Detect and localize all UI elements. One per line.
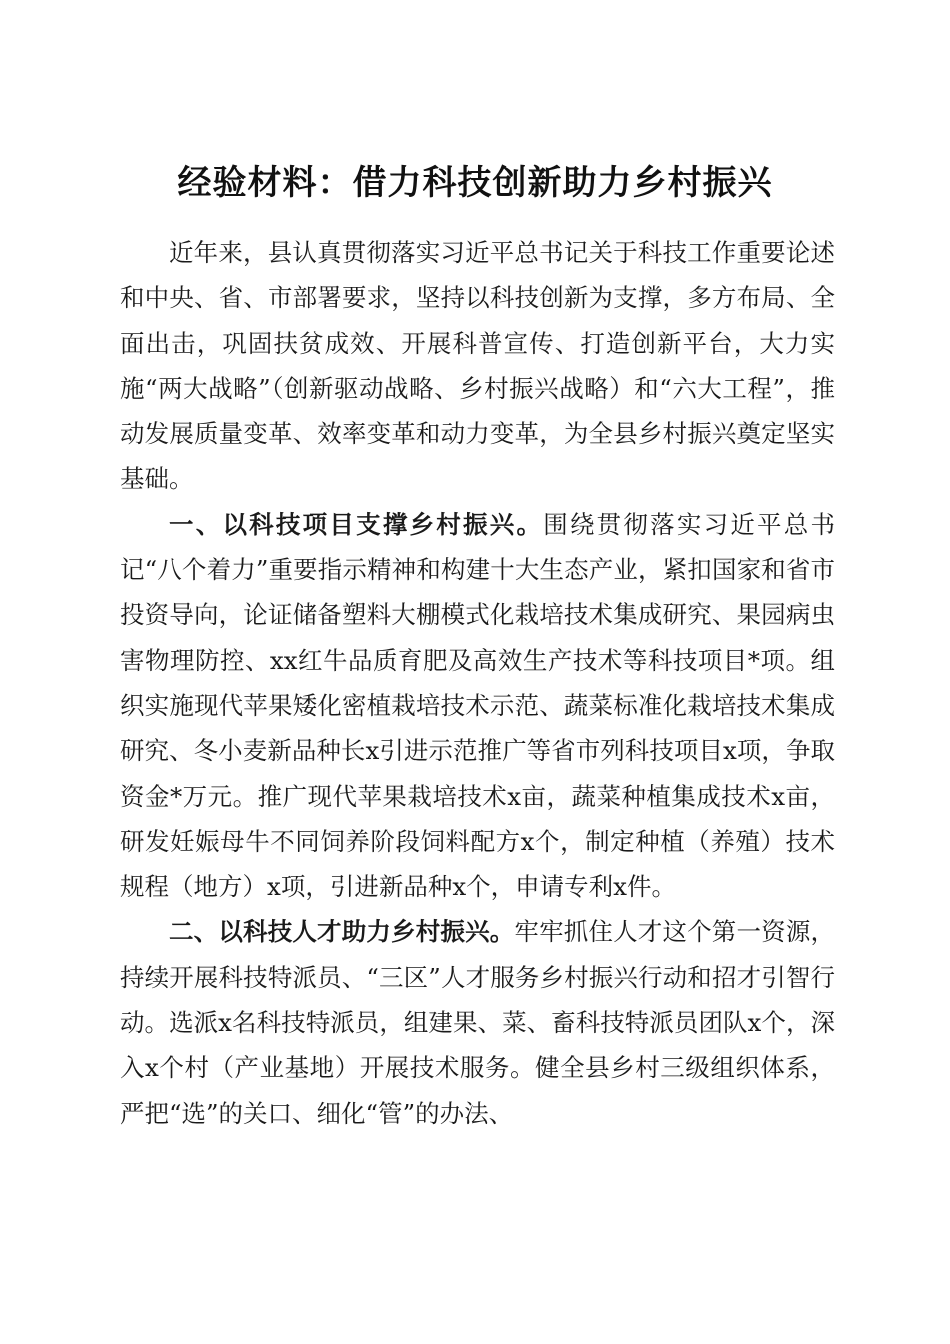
paragraph-text: 牢牢抓住人才这个第一资源，持续开展科技特派员、“三区”人才服务乡村振兴行动和招才引智行动。选派x名科技特派员，组建果、菜、畜科技特派员团队x个，深入x个村（产业基地）开展技术服务。健全县乡村三级组织体系，严把“选”的关口、细化“管”的办法、: [120, 917, 835, 1128]
paragraph-section-2: [120, 909, 835, 1135]
paragraph-text: 近年来，县认真贯彻落实习近平总书记关于科技工作重要论述和中央、省、市部署要求，坚持以科技创新为支撑，多方布局、全面出击，巩固扶贫成效、开展科普宣传、打造创新平台，大力实施“两大战略”（创新驱动战略、乡村振兴战略）和“六大工程”，推动发展质量变革、效率变革和动力变革，为全县乡村振兴奠定坚实基础。: [120, 238, 835, 494]
paragraph-intro: [120, 230, 835, 502]
paragraph-section-1: [120, 502, 835, 910]
section-heading: 二、以科技人才助力乡村振兴。: [169, 917, 515, 947]
paragraph-text: 围绕贯彻落实习近平总书记“八个着力”重要指示精神和构建十大生态产业，紧扣国家和省市投资导向，论证储备塑料大棚模式化栽培技术集成研究、果园病虫害物理防控、xx红牛品质育肥及高效生产技术等科技项目*项。组织实施现代苹果矮化密植栽培技术示范、蔬菜标准化栽培技术集成研究、冬小麦新品种长x引进示范推广等省市列科技项目x项，争取资金*万元。推广现代苹果栽培技术x亩，蔬菜种植集成技术x亩，研发妊娠母牛不同饲养阶段饲料配方x个，制定种植（养殖）技术规程（地方）x项，引进新品种x个，申请专利x件。: [120, 509, 836, 902]
section-heading: 一、以科技项目支撑乡村振兴。: [169, 509, 544, 539]
document-body: [120, 230, 835, 1136]
document-title: 经验材料：借力科技创新助力乡村振兴: [177, 162, 773, 203]
